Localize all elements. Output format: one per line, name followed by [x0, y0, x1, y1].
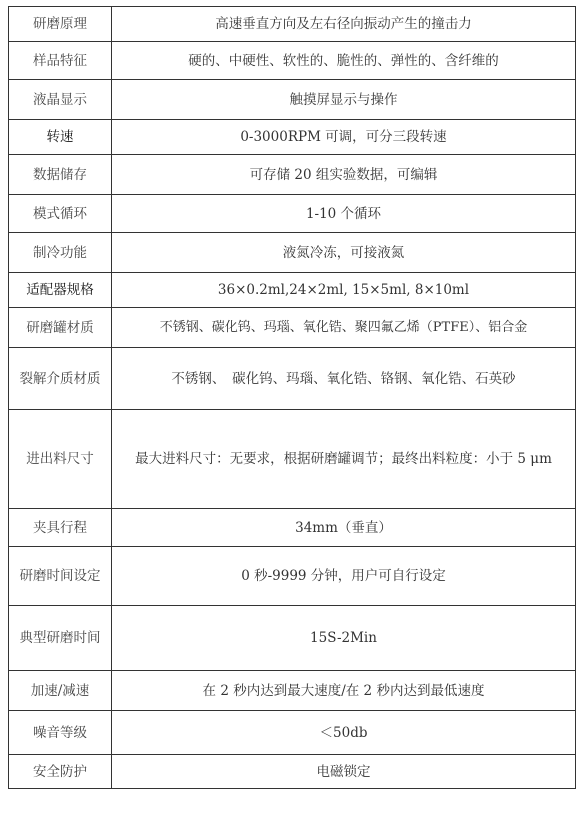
table-row: [9, 7, 576, 42]
row-label: 适配器规格: [9, 273, 112, 308]
row-label: 安全防护: [9, 755, 112, 789]
table-row: [9, 155, 576, 195]
row-label: 进出料尺寸: [9, 410, 112, 509]
table-row: [9, 348, 576, 410]
row-label: 研磨罐材质: [9, 308, 112, 348]
table-row: [9, 308, 576, 348]
table-row: [9, 755, 576, 789]
table-row: [9, 711, 576, 755]
row-label: 制冷功能: [9, 233, 112, 273]
table-row: [9, 273, 576, 308]
spec-table: [8, 6, 576, 789]
row-label: 典型研磨时间: [9, 606, 112, 671]
table-row: [9, 606, 576, 671]
row-value: 可存储 20 组实验数据，可编辑: [112, 155, 576, 195]
row-label: 研磨原理: [9, 7, 112, 42]
table-row: [9, 509, 576, 547]
row-value: 不锈钢、碳化钨、玛瑙、氧化锆、聚四氟乙烯（PTFE）、铝合金: [112, 308, 576, 348]
table-row: [9, 410, 576, 509]
row-label: 转速: [9, 120, 112, 155]
row-value: ＜50db: [112, 711, 576, 755]
row-label: 裂解介质材质: [9, 348, 112, 410]
table-row: [9, 42, 576, 80]
row-label: 噪音等级: [9, 711, 112, 755]
table-row: [9, 195, 576, 233]
row-value: 最大进料尺寸：无要求，根据研磨罐调节；最终出料粒度：小于 5 μm: [112, 410, 576, 509]
row-value: 在 2 秒内达到最大速度/在 2 秒内达到最低速度: [112, 671, 576, 711]
table-row: [9, 547, 576, 606]
row-value: 15S-2Min: [112, 606, 576, 671]
row-label: 夹具行程: [9, 509, 112, 547]
row-label: 样品特征: [9, 42, 112, 80]
row-value: 硬的、中硬性、软性的、脆性的、弹性的、含纤维的: [112, 42, 576, 80]
row-value: 0-3000RPM 可调，可分三段转速: [112, 120, 576, 155]
table-row: [9, 233, 576, 273]
row-label: 液晶显示: [9, 80, 112, 120]
row-label: 加速/减速: [9, 671, 112, 711]
row-value: 不锈钢、 碳化钨、玛瑙、氧化锆、铬钢、氧化锆、石英砂: [112, 348, 576, 410]
row-value: 电磁锁定: [112, 755, 576, 789]
row-value: 液氮冷冻，可接液氮: [112, 233, 576, 273]
row-label: 研磨时间设定: [9, 547, 112, 606]
row-value: 0 秒-9999 分钟，用户可自行设定: [112, 547, 576, 606]
row-value: 1-10 个循环: [112, 195, 576, 233]
row-value: 34mm（垂直）: [112, 509, 576, 547]
row-label: 模式循环: [9, 195, 112, 233]
table-row: [9, 120, 576, 155]
row-value: 36×0.2ml,24×2ml, 15×5ml, 8×10ml: [112, 273, 576, 308]
row-value: 触摸屏显示与操作: [112, 80, 576, 120]
row-value: 高速垂直方向及左右径向振动产生的撞击力: [112, 7, 576, 42]
table-row: [9, 80, 576, 120]
table-row: [9, 671, 576, 711]
row-label: 数据储存: [9, 155, 112, 195]
